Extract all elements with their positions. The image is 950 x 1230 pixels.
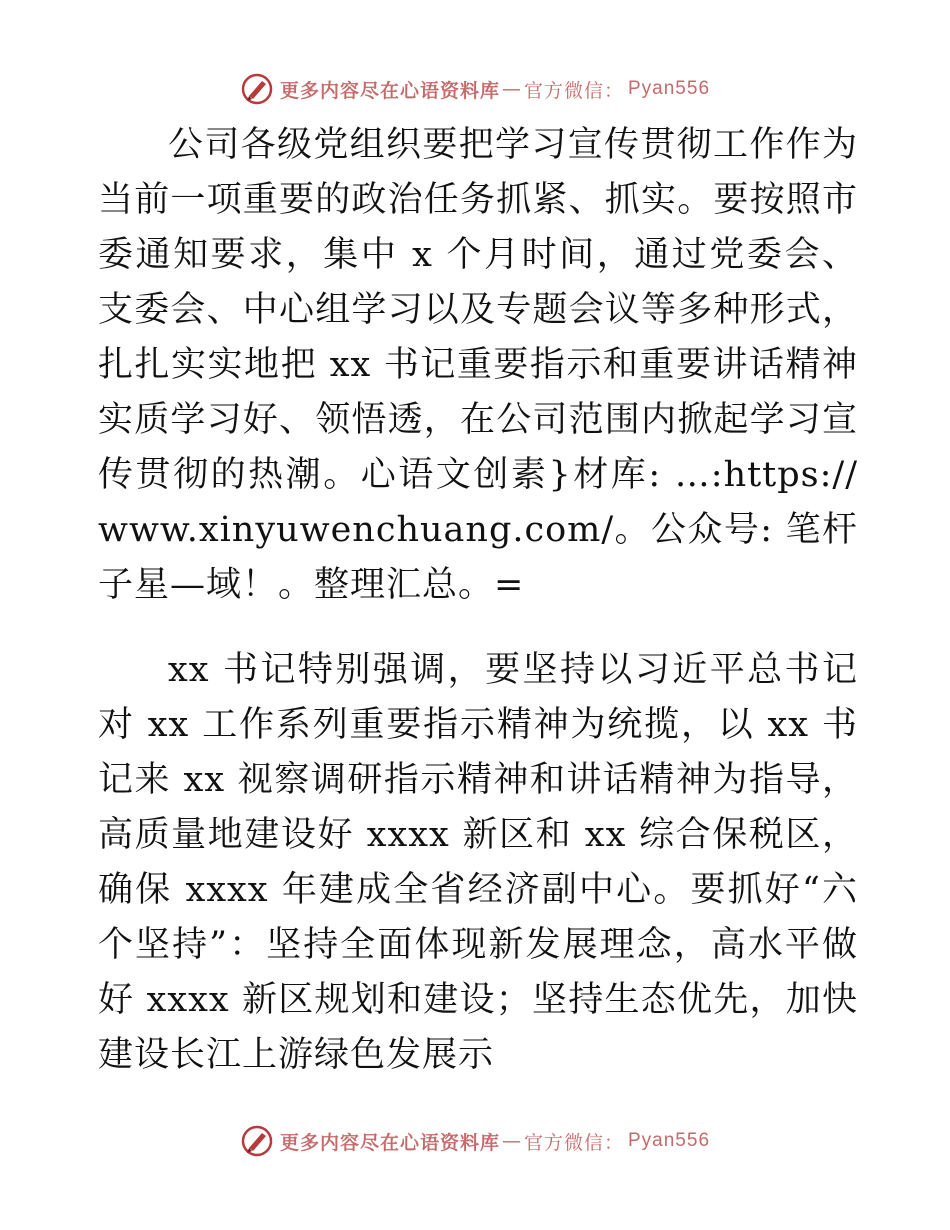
watermark-separator: — [501,1130,522,1152]
watermark-main-text: 更多内容尽在心语资料库 [279,79,500,102]
watermark-wechat-label: 官方微信： [523,79,624,102]
watermark-main-text: 更多内容尽在心语资料库 [279,1131,500,1154]
red-pen-logo-icon [240,72,274,106]
watermark-wechat-id: Pyan556 [628,78,711,99]
footer-watermark [0,1124,950,1158]
paragraph-2: xx 书记特别强调，要坚持以习近平总书记对 xx 工作系列重要指示精神为统揽，以 xx 书记来 xx 视察调研指示精神和讲话精神为指导，高质量地建设好 xxxx 新区和 xx 综合保税区，确保 xxxx 年建成全省经济副中心。要抓好“六个坚持”：坚持全面体现新发展理念，高水平做好 xxxx 新区规划和建设；坚持生态优先，加快建设长江上游绿色发展示 [98,650,858,1075]
watermark-wechat-label: 官方微信： [523,1131,624,1154]
watermark-wechat-id: Pyan556 [628,1130,711,1151]
watermark-separator: — [501,78,522,100]
document-body [98,118,858,1083]
header-watermark [0,72,950,106]
paragraph-1: 公司各级党组织要把学习宣传贯彻工作作为当前一项重要的政治任务抓紧、抓实。要按照市委通知要求，集中 x 个月时间，通过党委会、支委会、中心组学习以及专题会议等多种形式，扎扎实实地把 xx 书记重要指示和重要讲话精神实质学习好、领悟透，在公司范围内掀起学习宣传贯彻的热潮。心语文创素}材库: …:https:// www.xinyuwenchuang.com/。公众号: 笔杆子星—域！。整理汇总。= [98,125,858,605]
red-pen-logo-icon [240,1124,274,1158]
